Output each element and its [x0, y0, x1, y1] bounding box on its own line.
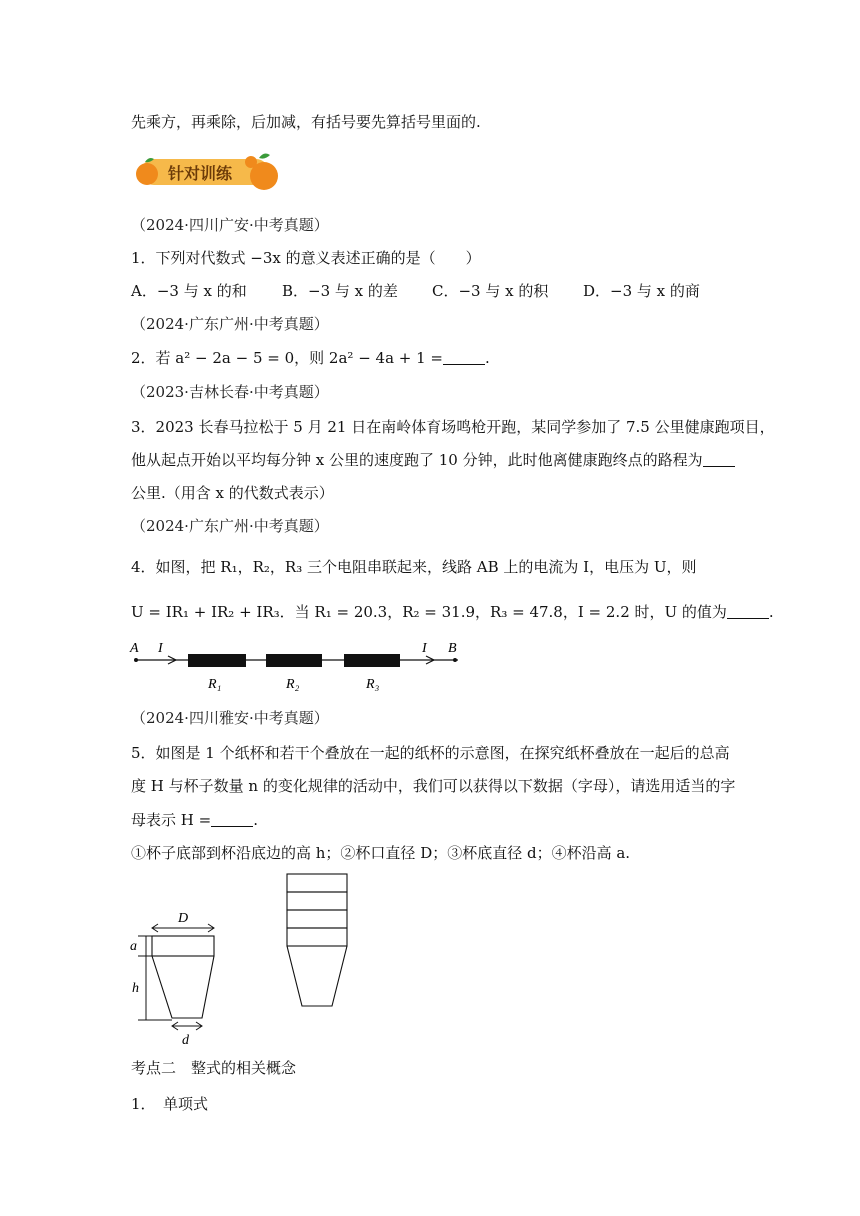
- resistor-r1: [188, 654, 246, 667]
- q4-line2: [131, 602, 774, 622]
- label-r3: R₃: [366, 677, 380, 692]
- q5-answer-blank[interactable]: [211, 812, 253, 827]
- q5-line1: 5．如图是 1 个纸杯和若干个叠放在一起的纸杯的示意图，在探究纸杯叠放在一起后的总高: [131, 744, 730, 762]
- q5-source: （2024·四川雅安·中考真题）: [131, 709, 329, 727]
- label-i-left: I: [158, 641, 163, 656]
- single-cup-diagram: [128, 906, 228, 1046]
- circuit-diagram: [128, 638, 468, 698]
- label-h: h: [132, 981, 139, 996]
- label-a: a: [130, 939, 137, 954]
- q3-line1: 3．2023 长春马拉松于 5 月 21 日在南岭体育场鸣枪开跑，某同学参加了 7.5 公里健康跑项目，: [131, 418, 775, 436]
- q1-source: （2024·四川广安·中考真题）: [131, 216, 329, 234]
- practice-banner: [131, 150, 281, 194]
- subsection-title: 1． 单项式: [131, 1095, 209, 1113]
- q3-line2: [131, 450, 735, 470]
- q1-stem: 1．下列对代数式 −3x 的意义表述正确的是（ ）: [131, 249, 481, 267]
- q2-answer-blank[interactable]: [443, 350, 485, 365]
- label-d: d: [182, 1033, 189, 1046]
- q4-answer-blank[interactable]: [727, 604, 769, 619]
- q3-source: （2023·吉林长春·中考真题）: [131, 383, 329, 401]
- q4-line2-end: .: [768, 603, 774, 621]
- label-b: B: [448, 641, 457, 656]
- q5-line3-end: .: [253, 811, 258, 829]
- q4-line1: 4．如图，把 R₁，R₂，R₃ 三个电阻串联起来，线路 AB 上的电流为 I，电压为 U，则: [131, 558, 697, 576]
- stacked-cups-diagram: [282, 870, 352, 1010]
- label-r1: R₁: [208, 677, 222, 692]
- label-r2: R₂: [286, 677, 300, 692]
- q1-option-b: B．−3 与 x 的差: [282, 282, 398, 300]
- banner-label: 针对训练: [168, 164, 233, 183]
- label-i-right: I: [422, 641, 427, 656]
- label-a: A: [130, 641, 139, 656]
- intro-text: 先乘方，再乘除，后加减，有括号要先算括号里面的.: [131, 113, 481, 131]
- label-D: D: [178, 911, 189, 926]
- q5-line3-text: 母表示 H =: [131, 811, 212, 829]
- q5-line2: 度 H 与杯子数量 n 的变化规律的活动中，我们可以获得以下数据（字母），请选用适当的字: [131, 777, 736, 795]
- orange-icon: [136, 163, 158, 185]
- q3-line3: 公里.（用含 x 的代数式表示）: [131, 484, 334, 502]
- q4-source: （2024·广东广州·中考真题）: [131, 517, 329, 535]
- q2-source: （2024·广东广州·中考真题）: [131, 315, 329, 333]
- q1-option-a: A．−3 与 x 的和: [131, 282, 247, 300]
- resistor-r2: [266, 654, 322, 667]
- q1-option-d: D．−3 与 x 的商: [583, 282, 700, 300]
- q3-line2-text: 他从起点开始以平均每分钟 x 公里的速度跑了 10 分钟，此时他离健康跑终点的路程为: [131, 451, 703, 469]
- q4-line2-text: U = IR₁ + IR₂ + IR₃．当 R₁ = 20.3，R₂ = 31.9，R₃ = 47.8，I = 2.2 时，U 的值为: [131, 603, 727, 621]
- q3-answer-blank[interactable]: [703, 452, 735, 467]
- resistor-r3: [344, 654, 400, 667]
- q2-stem-text: 2．若 a² − 2a − 5 = 0，则 2a² − 4a + 1 =: [131, 349, 443, 367]
- q2-stem-end: .: [485, 349, 490, 367]
- q5-line3: [131, 810, 258, 830]
- q1-option-c: C．−3 与 x 的积: [432, 282, 549, 300]
- section-title: 考点二 整式的相关概念: [131, 1059, 297, 1077]
- q5-line4: ①杯子底部到杯沿底边的高 h；②杯口直径 D；③杯底直径 d；④杯沿高 a.: [131, 844, 631, 862]
- q2-stem: [131, 348, 490, 368]
